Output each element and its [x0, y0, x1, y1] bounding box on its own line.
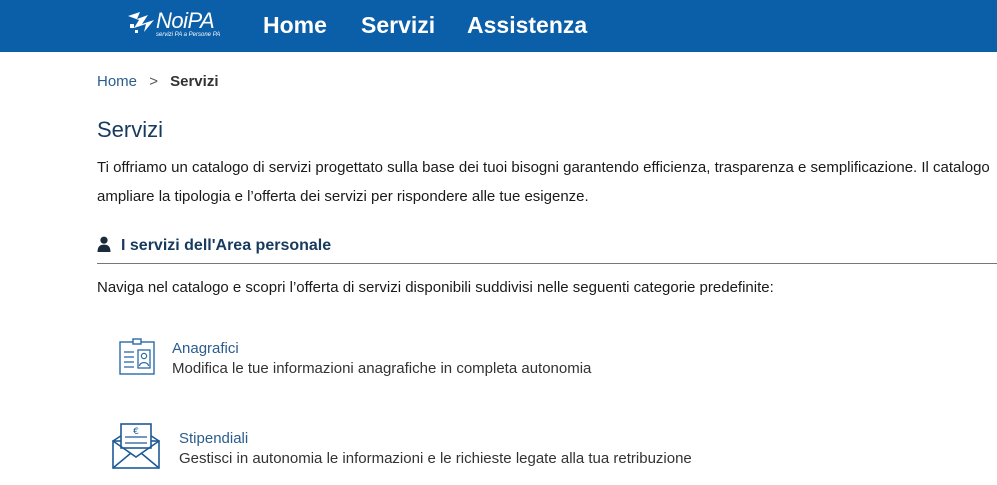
svg-text:€: €: [133, 427, 139, 437]
breadcrumb-current: Servizi: [170, 73, 219, 90]
euro-envelope-icon: [111, 423, 161, 470]
service-stipendiali-link[interactable]: Stipendiali: [179, 430, 249, 447]
id-card-icon: [118, 338, 156, 376]
top-header: [0, 0, 997, 52]
logo-mark-icon: [126, 10, 156, 36]
logo-text: NoiPA: [156, 8, 215, 33]
service-anagrafici-description: Modifica le tue informazioni anagrafiche in completa autonomia: [172, 360, 592, 377]
nav-home[interactable]: Home: [263, 12, 327, 38]
section-header: [97, 236, 331, 255]
service-stipendiali-description: Gestisci in autonomia le informazioni e le richieste legate alla tua retribuzione: [179, 450, 692, 467]
user-icon: [97, 236, 111, 252]
section-title: I servizi dell'Area personale: [121, 237, 332, 254]
breadcrumb: [97, 73, 219, 90]
nav-assistenza[interactable]: Assistenza: [467, 12, 588, 38]
catalog-description: Naviga nel catalogo e scopri l’offerta di servizi disponibili suddivisi nelle seguenti categorie predefinite:: [97, 279, 774, 296]
logo-tagline: servizi PA a Persone PA: [156, 32, 221, 38]
section-divider: [97, 263, 997, 264]
breadcrumb-separator: >: [149, 73, 158, 90]
noipa-logo[interactable]: [126, 8, 231, 42]
nav-servizi[interactable]: Servizi: [361, 12, 436, 38]
page-title: Servizi: [97, 117, 164, 142]
breadcrumb-home-link[interactable]: Home: [97, 73, 138, 90]
intro-text: Ti offriamo un catalogo di servizi progettato sulla base dei tuoi bisogni garantendo efficienza, trasparenza e semplificazione. Il catalogo ampliare la tipologia e l’offerta dei servizi per rispondere alle tue esigenze.: [97, 159, 990, 205]
service-anagrafici-link[interactable]: Anagrafici: [172, 340, 239, 357]
